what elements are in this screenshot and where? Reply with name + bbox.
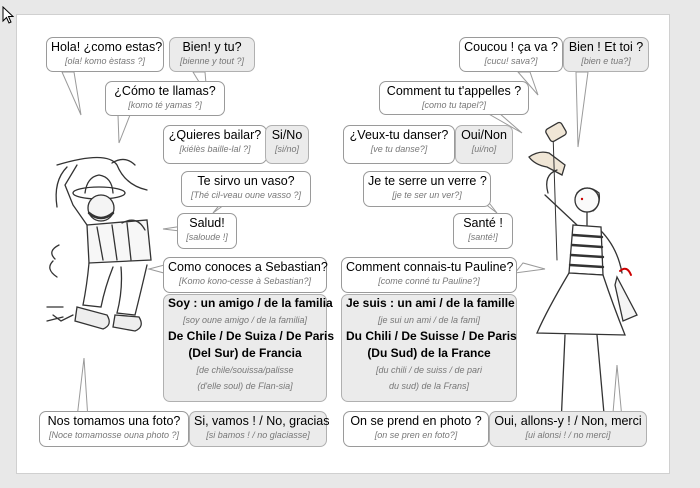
answer-block-french: [341, 294, 517, 402]
bubble-salud-text: Salud!: [189, 216, 225, 230]
french-answer-phonetic-3: du sud) de la Frans]: [388, 381, 470, 391]
bubble-on-se-prend-text: On se prend en photo ?: [350, 414, 482, 428]
bubble-sante-phonetic: [santé!]: [468, 232, 498, 243]
answer-block-spanish: [163, 294, 335, 402]
bubble-hola-phonetic: [ola! komo èstass ?]: [64, 56, 146, 67]
spanish-answer-phonetic-3: (d'elle soul) de Flan-sia]: [197, 381, 293, 391]
bubble-oui-allons-y-text: Oui, allons-y ! / Non, merci: [494, 414, 642, 428]
french-answer-phonetic-1: [je sui un ami / de la fami]: [377, 315, 481, 325]
bubble-bien-y-tu-text: Bien! y tu?: [182, 40, 242, 54]
bubble-comment-connais-tu: [341, 257, 517, 293]
bubble-bien-y-tu-phonetic: [bienne y tout ?]: [179, 56, 245, 67]
bubble-te-sirvo-phonetic: [Thé cil-veau oune vasso ?]: [190, 190, 302, 201]
spanish-answer-line-2: De Chile / De Suiza / De Paris: [168, 329, 335, 343]
bubble-oui-non-text: Oui/Non: [461, 128, 507, 142]
bubble-como-te-llamas-text: ¿Cómo te llamas?: [114, 84, 216, 98]
bubble-sante: [453, 213, 513, 249]
bubble-nos-tomamos-foto: [39, 411, 189, 447]
bubble-bien-et-toi-text: Bien ! Et toi ?: [568, 40, 644, 54]
bubble-si-no-text: Si/No: [271, 128, 303, 142]
bubble-quieres-bailar-text: ¿Quieres bailar?: [168, 128, 262, 142]
bubble-on-se-prend-phonetic: [on se pren en foto?]: [374, 430, 458, 441]
bubble-comment-tu-tappelles-text: Comment tu t'appelles ?: [386, 84, 522, 98]
bubble-comment-tu-tappelles: [379, 81, 529, 115]
slide-page: [16, 14, 670, 474]
bubble-comment-tu-tappelles-phonetic: [como tu tapel?]: [421, 100, 487, 111]
bubble-si-vamos-phonetic: [si bamos ! / no glaciasse]: [206, 430, 310, 441]
bubble-salud: [177, 213, 237, 249]
bubble-como-conoces-text: Como conoces a Sebastian?: [168, 260, 328, 274]
bubble-si-vamos: [189, 411, 330, 447]
bubble-je-te-serre: [363, 171, 491, 207]
bubble-oui-allons-y: [489, 411, 647, 447]
spanish-answer-line-1: Soy : un amigo / de la familia: [168, 296, 333, 310]
bubble-nos-tomamos-foto-phonetic: [Noce tomamosse ouna photo ?]: [48, 430, 180, 441]
bubble-oui-non: [455, 125, 513, 164]
bubble-on-se-prend: [343, 411, 489, 447]
spanish-answer-line-3: (Del Sur) de Francia: [188, 346, 302, 360]
bubble-bien-et-toi-phonetic: [bien e tua?]: [581, 56, 631, 67]
bubble-como-conoces: [163, 257, 327, 293]
bubble-te-sirvo: [181, 171, 311, 207]
bubble-sante-text: Santé !: [463, 216, 503, 230]
bubble-nos-tomamos-foto-text: Nos tomamos una foto?: [47, 414, 181, 428]
french-answer-line-3: (Du Sud) de la France: [367, 346, 491, 360]
mouse-cursor-icon: [2, 6, 14, 24]
bubble-como-te-llamas-phonetic: [komo té yamas ?]: [128, 100, 202, 111]
bubble-coucou-text: Coucou ! ça va ?: [464, 40, 558, 54]
bubble-je-te-serre-text: Je te serre un verre ?: [368, 174, 487, 188]
bubble-oui-non-phonetic: [ui/no]: [471, 144, 497, 155]
bubble-si-vamos-text: Si, vamos ! / No, gracias: [194, 414, 330, 428]
bubble-veux-tu-danser-phonetic: [ve tu danse?]: [370, 144, 428, 155]
spanish-answer-phonetic-2: [de chile/souissa/palisse: [196, 365, 294, 375]
bubble-quieres-bailar-phonetic: [kiélès baille-lal ?]: [179, 144, 251, 155]
bubble-si-no-phonetic: [si/no]: [274, 144, 299, 155]
bubble-je-te-serre-phonetic: [je te ser un ver?]: [392, 190, 462, 201]
bubble-veux-tu-danser-text: ¿Veux-tu danser?: [349, 128, 449, 142]
bubble-bien-y-tu: [169, 37, 255, 72]
spanish-answer-phonetic-1: [soy oune amigo / de la familia]: [182, 315, 308, 325]
bubble-oui-allons-y-phonetic: [ui alonsi ! / no merci]: [525, 430, 611, 441]
bubble-como-conoces-phonetic: [Komo kono-cesse à Sebastian?]: [178, 276, 312, 287]
bubble-coucou-phonetic: [cucu! sava?]: [484, 56, 538, 67]
bubble-quieres-bailar: [163, 125, 267, 164]
french-answer-line-2: Du Chili / De Suisse / De Paris: [346, 329, 517, 343]
bubble-bien-et-toi: [563, 37, 649, 72]
bubble-hola: [46, 37, 164, 72]
bubble-como-te-llamas: [105, 81, 225, 116]
bubble-te-sirvo-text: Te sirvo un vaso?: [197, 174, 295, 188]
bubble-salud-phonetic: [saloude !]: [186, 232, 228, 243]
bubble-comment-connais-tu-text: Comment connais-tu Pauline?: [346, 260, 514, 274]
bubble-coucou: [459, 37, 563, 72]
bubble-comment-connais-tu-phonetic: [come conné tu Pauline?]: [378, 276, 480, 287]
bubble-veux-tu-danser: [343, 125, 455, 164]
french-answer-line-1: Je suis : un ami / de la famille: [346, 296, 515, 310]
french-answer-phonetic-2: [du chili / de suiss / de pari: [375, 365, 483, 375]
bubble-si-no: [265, 125, 309, 164]
bubble-hola-text: Hola! ¿como estas?: [51, 40, 163, 54]
